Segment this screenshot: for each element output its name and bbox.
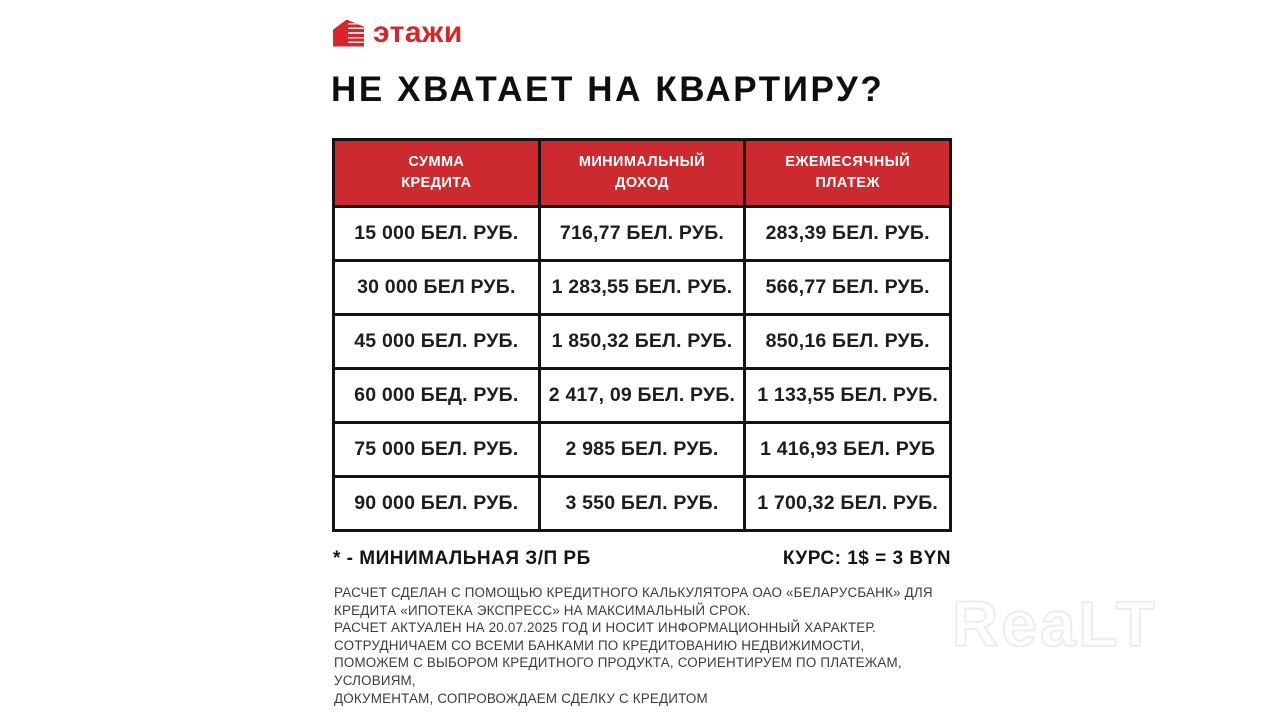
table-row (334, 423, 951, 477)
disclaimer-line: ДОКУМЕНТАМ, СОПРОВОЖДАЕМ СДЕЛКУ С КРЕДИТОМ (334, 690, 708, 706)
disclaimer-line: УСЛОВИЯМ, (334, 672, 416, 688)
disclaimer-line: ПОМОЖЕМ С ВЫБОРОМ КРЕДИТНОГО ПРОДУКТА, СОРИЕНТИРУЕМ ПО ПЛАТЕЖАМ, (334, 655, 902, 671)
cell-min-income: 2 417, 09 БЕЛ. РУБ. (539, 369, 745, 423)
cell-loan-amount: 90 000 БЕЛ. РУБ. (334, 477, 540, 531)
footnote-min-salary: * - МИНИМАЛЬНАЯ З/П РБ (333, 548, 591, 569)
cell-monthly-payment: 1 133,55 БЕЛ. РУБ. (745, 369, 951, 423)
cell-monthly-payment: 1 700,32 БЕЛ. РУБ. (745, 477, 951, 531)
disclaimer-line: РАСЧЕТ СДЕЛАН С ПОМОЩЬЮ КРЕДИТНОГО КАЛЬКУЛЯТОРА ОАО «БЕЛАРУСБАНК» ДЛЯ (334, 585, 933, 600)
exchange-rate: КУРС: 1$ = 3 BYN (782, 548, 951, 569)
cell-monthly-payment: 283,39 БЕЛ. РУБ. (745, 207, 951, 261)
cell-min-income: 2 985 БЕЛ. РУБ. (539, 423, 745, 477)
cell-loan-amount: 30 000 БЕЛ РУБ. (334, 261, 540, 315)
cell-min-income: 3 550 БЕЛ. РУБ. (539, 477, 745, 531)
disclaimer-line: РАСЧЕТ АКТУАЛЕН НА 20.07.2025 ГОД И НОСИТ ИНФОРМАЦИОННЫЙ ХАРАКТЕР. (334, 620, 876, 636)
realt-watermark: ReaLT (952, 588, 1158, 660)
disclaimer-text (334, 584, 974, 707)
cell-loan-amount: 60 000 БЕД. РУБ. (334, 369, 540, 423)
table-row (334, 207, 951, 261)
cell-monthly-payment: 1 416,93 БЕЛ. РУБ (745, 423, 951, 477)
header-line: КРЕДИТА (401, 175, 472, 191)
cell-loan-amount: 75 000 БЕЛ. РУБ. (334, 423, 540, 477)
cell-min-income: 1 283,55 БЕЛ. РУБ. (539, 261, 745, 315)
header-line: СУММА (408, 153, 465, 170)
table-row (334, 477, 951, 531)
logo-text: этажи (373, 16, 463, 49)
header-line: МИНИМАЛЬНЫЙ (578, 153, 706, 170)
cell-monthly-payment: 566,77 БЕЛ. РУБ. (745, 261, 951, 315)
building-floors-icon (333, 20, 364, 47)
cell-loan-amount: 45 000 БЕЛ. РУБ. (334, 315, 540, 369)
footnote-row (333, 548, 951, 570)
cell-min-income: 1 850,32 БЕЛ. РУБ. (539, 315, 745, 369)
etazhi-logo (333, 18, 463, 48)
table-row (334, 315, 951, 369)
cell-min-income: 716,77 БЕЛ. РУБ. (539, 207, 745, 261)
page-title: НЕ ХВАТАЕТ НА КВАРТИРУ? (331, 70, 885, 109)
table-header-row (334, 140, 951, 207)
cell-monthly-payment: 850,16 БЕЛ. РУБ. (745, 315, 951, 369)
column-header-min-income (539, 140, 745, 207)
header-line: ПЛАТЕЖ (815, 175, 880, 191)
header-line: ЕЖЕМЕСЯЧНЫЙ (785, 153, 911, 170)
column-header-monthly-payment (745, 140, 951, 207)
table-row (334, 261, 951, 315)
column-header-loan-amount (334, 140, 540, 207)
header-line: ДОХОД (615, 175, 669, 191)
disclaimer-line: СОТРУДНИЧАЕМ СО ВСЕМИ БАНКАМИ ПО КРЕДИТОВАНИЮ НЕДВИЖИМОСТИ, (334, 637, 865, 653)
credit-table (332, 138, 952, 532)
cell-loan-amount: 15 000 БЕЛ. РУБ. (334, 207, 540, 261)
table-row (334, 369, 951, 423)
disclaimer-line: КРЕДИТА «ИПОТЕКА ЭКСПРЕСС» НА МАКСИМАЛЬНЫЙ СРОК. (334, 602, 751, 618)
